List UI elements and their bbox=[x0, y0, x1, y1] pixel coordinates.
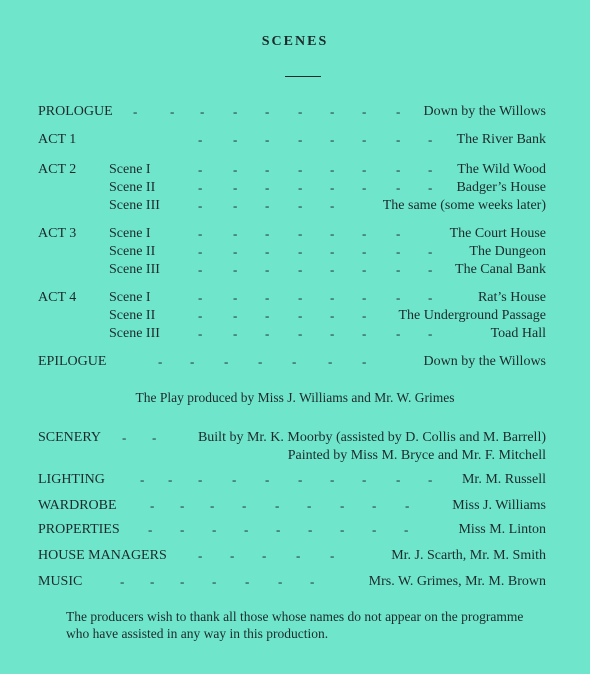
leader-dash: - bbox=[428, 326, 433, 341]
leader-dash: - bbox=[330, 162, 335, 177]
leader-dash: - bbox=[396, 104, 401, 119]
scene-location: The Canal Bank bbox=[455, 262, 546, 277]
leader-dash: - bbox=[362, 244, 367, 259]
leader-dash: - bbox=[233, 262, 238, 277]
leader-dash: - bbox=[152, 430, 157, 445]
leader-dash: - bbox=[330, 262, 335, 277]
leader-dash: - bbox=[330, 326, 335, 341]
leader-dash: - bbox=[265, 180, 270, 195]
leader-dash: - bbox=[362, 308, 367, 323]
leader-dash: - bbox=[428, 180, 433, 195]
leader-dash: - bbox=[198, 132, 203, 147]
leader-dash: - bbox=[396, 162, 401, 177]
leader-dash: - bbox=[242, 498, 247, 513]
leader-dash: - bbox=[298, 198, 303, 213]
leader-dash: - bbox=[230, 548, 235, 563]
leader-dash: - bbox=[212, 574, 217, 589]
leader-dash: - bbox=[265, 472, 270, 487]
scene-label: Scene III bbox=[109, 262, 160, 277]
leader-dash: - bbox=[148, 522, 153, 537]
leader-dash: - bbox=[198, 472, 203, 487]
leader-dash: - bbox=[265, 104, 270, 119]
act-label: ACT 4 bbox=[38, 290, 77, 305]
leader-dash: - bbox=[180, 498, 185, 513]
thanks-note: The producers wish to thank all those whose names do not appear on the programme who have assisted in any way in this production. bbox=[66, 609, 524, 641]
leader-dash: - bbox=[298, 262, 303, 277]
leader-dash: - bbox=[168, 472, 173, 487]
leader-dash: - bbox=[233, 180, 238, 195]
leader-dash: - bbox=[298, 180, 303, 195]
scene-location: Down by the Willows bbox=[423, 354, 546, 369]
leader-dash: - bbox=[308, 522, 313, 537]
leader-dash: - bbox=[198, 244, 203, 259]
leader-dash: - bbox=[362, 104, 367, 119]
leader-dash: - bbox=[198, 262, 203, 277]
leader-dash: - bbox=[210, 498, 215, 513]
leader-dash: - bbox=[298, 226, 303, 241]
credit-role: SCENERY bbox=[38, 430, 102, 445]
leader-dash: - bbox=[362, 354, 367, 369]
leader-dash: - bbox=[307, 498, 312, 513]
scene-label: Scene II bbox=[109, 244, 156, 259]
leader-dash: - bbox=[198, 198, 203, 213]
scene-location: The Dungeon bbox=[469, 244, 546, 259]
leader-dash: - bbox=[233, 308, 238, 323]
leader-dash: - bbox=[233, 198, 238, 213]
leader-dash: - bbox=[330, 226, 335, 241]
leader-dash: - bbox=[198, 548, 203, 563]
leader-dash: - bbox=[233, 162, 238, 177]
leader-dash: - bbox=[133, 104, 138, 119]
leader-dash: - bbox=[198, 162, 203, 177]
leader-dash: - bbox=[372, 498, 377, 513]
leader-dash: - bbox=[330, 472, 335, 487]
leader-dash: - bbox=[265, 308, 270, 323]
leader-dash: - bbox=[362, 226, 367, 241]
leader-dash: - bbox=[328, 354, 333, 369]
leader-dash: - bbox=[428, 162, 433, 177]
leader-dash: - bbox=[396, 472, 401, 487]
leader-dash: - bbox=[180, 522, 185, 537]
leader-dash: - bbox=[298, 326, 303, 341]
leader-dash: - bbox=[362, 262, 367, 277]
leader-dash: - bbox=[265, 198, 270, 213]
leader-dash: - bbox=[362, 132, 367, 147]
credit-names: Miss J. Williams bbox=[452, 498, 546, 513]
leader-dash: - bbox=[330, 132, 335, 147]
leader-dash: - bbox=[150, 574, 155, 589]
producers-line: The Play produced by Miss J. Williams and Mr. W. Grimes bbox=[135, 390, 455, 405]
leader-dash: - bbox=[330, 198, 335, 213]
leader-dash: - bbox=[198, 226, 203, 241]
act-label: ACT 2 bbox=[38, 162, 77, 177]
credit-names: Built by Mr. K. Moorby (assisted by D. Collis and M. Barrell) bbox=[197, 430, 546, 445]
leader-dash: - bbox=[330, 180, 335, 195]
act-label: PROLOGUE bbox=[38, 104, 113, 119]
leader-dash: - bbox=[120, 574, 125, 589]
scene-location: The River Bank bbox=[456, 132, 546, 147]
leader-dash: - bbox=[405, 498, 410, 513]
credit-names: Mr. J. Scarth, Mr. M. Smith bbox=[391, 548, 546, 563]
leader-dash: - bbox=[404, 522, 409, 537]
leader-dash: - bbox=[233, 326, 238, 341]
credit-role: HOUSE MANAGERS bbox=[38, 548, 167, 563]
act-label: ACT 3 bbox=[38, 226, 77, 241]
leader-dash: - bbox=[265, 262, 270, 277]
leader-dash: - bbox=[232, 472, 237, 487]
leader-dash: - bbox=[396, 180, 401, 195]
leader-dash: - bbox=[372, 522, 377, 537]
leader-dash: - bbox=[298, 290, 303, 305]
leader-dash: - bbox=[276, 522, 281, 537]
leader-dash: - bbox=[340, 522, 345, 537]
credit-role: WARDROBE bbox=[38, 498, 117, 513]
leader-dash: - bbox=[396, 226, 401, 241]
leader-dash: - bbox=[158, 354, 163, 369]
leader-dash: - bbox=[298, 162, 303, 177]
credit-names: Mr. M. Russell bbox=[461, 472, 546, 487]
leader-dash: - bbox=[396, 132, 401, 147]
leader-dash: - bbox=[198, 326, 203, 341]
leader-dash: - bbox=[262, 548, 267, 563]
leader-dash: - bbox=[362, 290, 367, 305]
leader-dash: - bbox=[298, 308, 303, 323]
credit-names: Mrs. W. Grimes, Mr. M. Brown bbox=[368, 574, 546, 589]
leader-dash: - bbox=[428, 132, 433, 147]
scene-location: The Underground Passage bbox=[398, 308, 546, 323]
leader-dash: - bbox=[396, 290, 401, 305]
leader-dash: - bbox=[265, 226, 270, 241]
scene-label: Scene II bbox=[109, 308, 156, 323]
scene-location: The Court House bbox=[449, 226, 546, 241]
leader-dash: - bbox=[140, 472, 145, 487]
leader-dash: - bbox=[330, 104, 335, 119]
leader-dash: - bbox=[245, 574, 250, 589]
credit-names: Miss M. Linton bbox=[458, 522, 546, 537]
scene-location: Badger’s House bbox=[456, 180, 546, 195]
leader-dash: - bbox=[265, 326, 270, 341]
leader-dash: - bbox=[122, 430, 127, 445]
leader-dash: - bbox=[233, 132, 238, 147]
leader-dash: - bbox=[298, 472, 303, 487]
scene-label: Scene III bbox=[109, 326, 160, 341]
leader-dash: - bbox=[265, 244, 270, 259]
leader-dash: - bbox=[340, 498, 345, 513]
scene-label: Scene I bbox=[109, 226, 151, 241]
leader-dash: - bbox=[362, 472, 367, 487]
leader-dash: - bbox=[428, 472, 433, 487]
leader-dash: - bbox=[296, 548, 301, 563]
scene-label: Scene II bbox=[109, 180, 156, 195]
leader-dash: - bbox=[224, 354, 229, 369]
leader-dash: - bbox=[396, 326, 401, 341]
scene-label: Scene I bbox=[109, 162, 151, 177]
leader-dash: - bbox=[428, 244, 433, 259]
act-label: EPILOGUE bbox=[38, 354, 107, 369]
leader-dash: - bbox=[330, 548, 335, 563]
leader-dash: - bbox=[292, 354, 297, 369]
credit-role: PROPERTIES bbox=[38, 522, 120, 537]
leader-dash: - bbox=[180, 574, 185, 589]
scene-label: Scene III bbox=[109, 198, 160, 213]
act-label: ACT 1 bbox=[38, 132, 77, 147]
credit-names: Painted by Miss M. Bryce and Mr. F. Mitchell bbox=[287, 448, 546, 463]
leader-dash: - bbox=[428, 262, 433, 277]
leader-dash: - bbox=[330, 308, 335, 323]
leader-dash: - bbox=[275, 498, 280, 513]
leader-dash: - bbox=[198, 290, 203, 305]
leader-dash: - bbox=[265, 162, 270, 177]
leader-dash: - bbox=[150, 498, 155, 513]
leader-dash: - bbox=[310, 574, 315, 589]
scene-location: The same (some weeks later) bbox=[382, 198, 546, 213]
leader-dash: - bbox=[233, 290, 238, 305]
leader-dash: - bbox=[362, 326, 367, 341]
title-rule bbox=[285, 76, 321, 77]
leader-dash: - bbox=[298, 244, 303, 259]
leader-dash: - bbox=[244, 522, 249, 537]
leader-dash: - bbox=[200, 104, 205, 119]
leader-dash: - bbox=[265, 290, 270, 305]
leader-dash: - bbox=[198, 308, 203, 323]
scene-location: Rat’s House bbox=[477, 290, 546, 305]
leader-dash: - bbox=[278, 574, 283, 589]
leader-dash: - bbox=[233, 244, 238, 259]
leader-dash: - bbox=[396, 262, 401, 277]
page-title: SCENES bbox=[261, 34, 329, 49]
leader-dash: - bbox=[428, 290, 433, 305]
leader-dash: - bbox=[233, 226, 238, 241]
scene-label: Scene I bbox=[109, 290, 151, 305]
leader-dash: - bbox=[233, 104, 238, 119]
credit-role: LIGHTING bbox=[38, 472, 105, 487]
leader-dash: - bbox=[198, 180, 203, 195]
leader-dash: - bbox=[298, 132, 303, 147]
scene-location: Toad Hall bbox=[490, 326, 546, 341]
leader-dash: - bbox=[190, 354, 195, 369]
leader-dash: - bbox=[330, 290, 335, 305]
leader-dash: - bbox=[170, 104, 175, 119]
leader-dash: - bbox=[330, 244, 335, 259]
leader-dash: - bbox=[265, 132, 270, 147]
credit-role: MUSIC bbox=[38, 574, 83, 589]
leader-dash: - bbox=[258, 354, 263, 369]
leader-dash: - bbox=[212, 522, 217, 537]
leader-dash: - bbox=[298, 104, 303, 119]
scene-location: The Wild Wood bbox=[457, 162, 546, 177]
leader-dash: - bbox=[362, 162, 367, 177]
leader-dash: - bbox=[396, 244, 401, 259]
leader-dash: - bbox=[362, 180, 367, 195]
scene-location: Down by the Willows bbox=[423, 104, 546, 119]
